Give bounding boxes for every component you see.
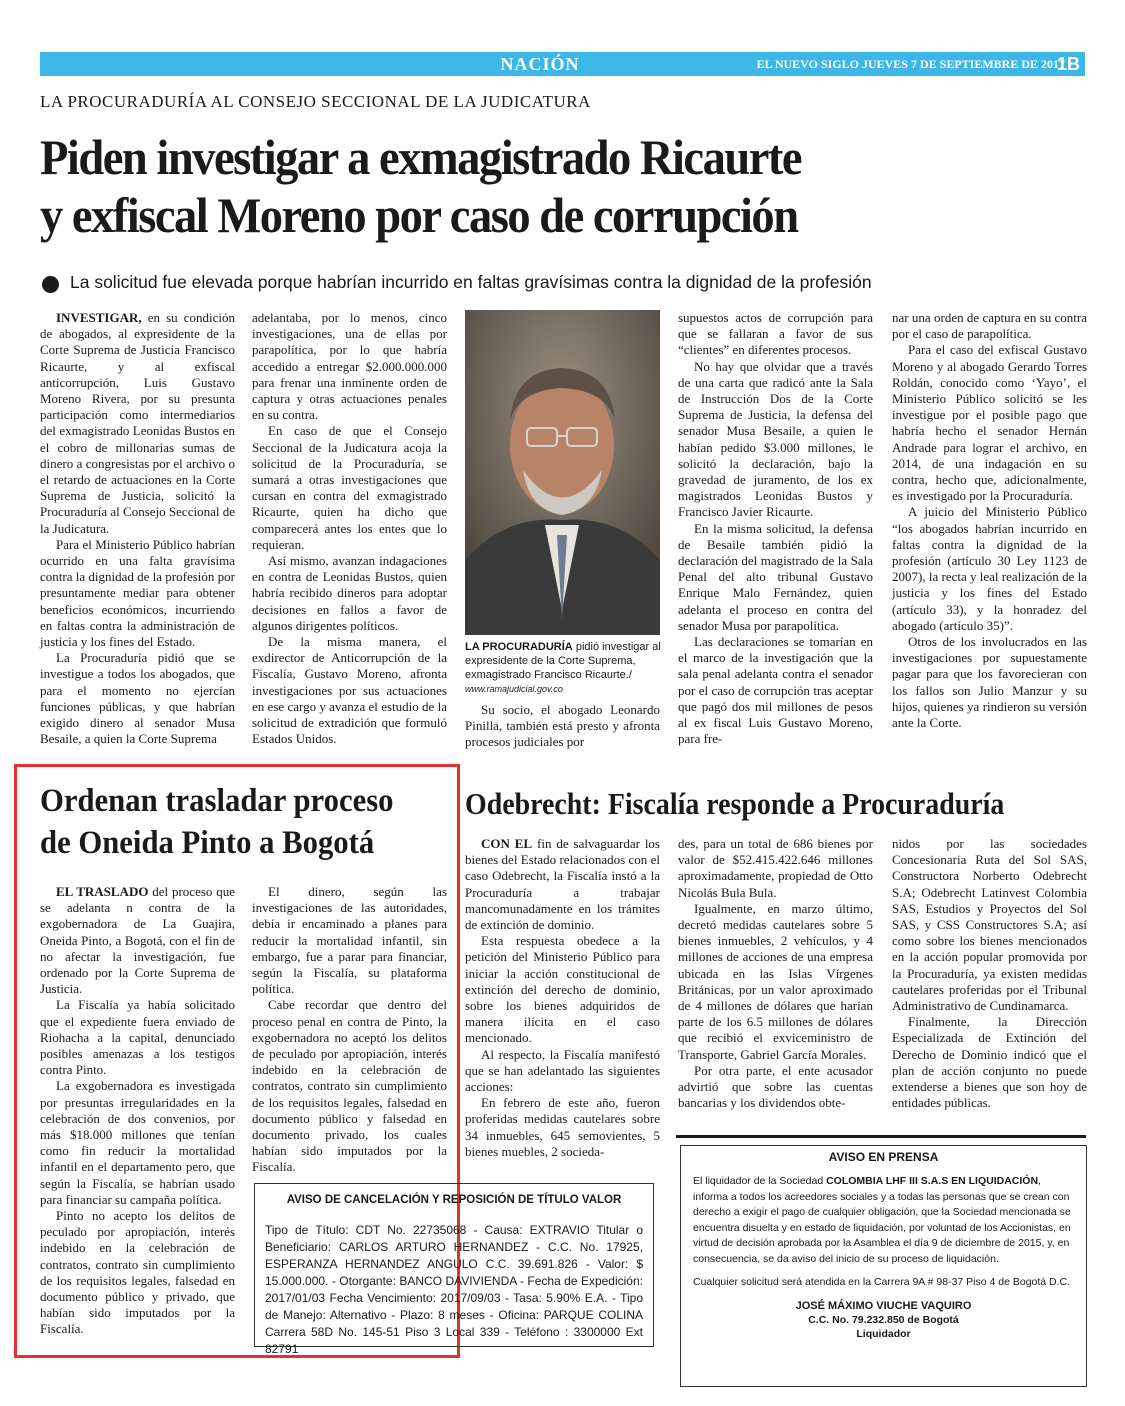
ricaurte-photo bbox=[465, 310, 660, 635]
page-number: 1B bbox=[1056, 54, 1080, 74]
headline-line-1: Piden investigar a exmagistrado Ricaurte bbox=[40, 129, 802, 185]
paragraph: Al respecto, la Fiscalía manifestó que se han adelantado las siguientes acciones: bbox=[465, 1046, 660, 1095]
paragraph: Igualmente, en marzo último, decretó medidas cautelares sobre 5 bienes inmuebles, 2 vehículos, y 4 millones de acciones de una empresa ubicada en las Islas Vírgenes Británicas, por un valor aproximado de 4 millones de dólares que harían parte de los 6.5 millones de dólares que recibió el exviceministro de Transporte, Gabriel García Morales. bbox=[678, 900, 873, 1062]
odebrecht-column-1 bbox=[465, 836, 660, 1160]
signer-id: C.C. No. 79.232.850 de Bogotá bbox=[808, 1314, 959, 1326]
paragraph: INVESTIGAR, en su condición de abogados, al expresidente de la Corte Suprema de Justicia Francisco Ricaurte, y al exfiscal anticorrupción, Luis Gustavo Moreno Rivera, por su presunta participación como intermediarios del exmagistrado Leonidas Bustos en el cobro de millonarias sumas de dinero a congresistas por el archivo o el retardo de actuaciones en la Corte Suprema de Justicia, solicitó la Procuraduría al Consejo Seccional de la Judicatura. bbox=[40, 310, 235, 536]
notice-contact: Cualquier solicitud será atendida en la Carrera 9A # 98-37 Piso 4 de Bogotá D.C. bbox=[693, 1276, 1071, 1288]
odebrecht-column-2 bbox=[678, 836, 873, 1111]
paragraph: Otros de los involucrados en las investigaciones por supuestamente pagar para que los favorecieran con los fallos son Julio Manzur y su hijos, quienes ya rindieron su versión ante la Corte. bbox=[892, 634, 1087, 731]
portrait-illustration bbox=[465, 310, 660, 635]
main-article-column-2 bbox=[252, 310, 447, 747]
notice-aviso-prensa bbox=[680, 1145, 1087, 1387]
paragraph: EL TRASLADO del proceso que se adelanta n contra de la exgobernadora de La Guajira, Oneida Pinto, a Bogotá, con el fin de no afectar la investigación, fue ordenado por la Corte Suprema de Justicia. bbox=[40, 884, 235, 997]
paragraph: CON EL fin de salvaguardar los bienes del Estado relacionados con el caso Odebrecht, la Fiscalía instó a la Procuraduría a trabajar mancomunadamente en los trámites de extinción de dominio. bbox=[465, 836, 660, 933]
main-article-column-4 bbox=[678, 310, 873, 747]
paragraph: No hay que olvidar que a través de una carta que radicó ante la Sala de Instrucción Dos de la Corte Suprema de Justicia, la defensa del senador Musa Besaile, a quien le habían pedido $3.000 millones, le solicitó la declaración, bajo la gravedad de juramento, de los ex magistrados Leonidas Bustos y Francisco Javier Ricaurte. bbox=[678, 358, 873, 520]
oneida-headline bbox=[40, 780, 431, 864]
paragraph: El dinero, según las investigaciones de las autoridades, debía ir encaminado a planes para reducir la mortalidad infantil, sin embargo, fue a parar para financiar, según la Fiscalía, su plataforma política. bbox=[252, 884, 447, 997]
article-subhead: La solicitud fue elevada porque habrían incurrido en faltas gravísimas contra la dignidad de la profesión bbox=[70, 272, 872, 292]
notice-body: El liquidador de la Sociedad COLOMBIA LHF III S.A.S EN LIQUIDACIÓN, informa a todos los acreedores sociales y a todas las personas que se crean con derecho a exigir el pago de cualquier obligación, que la Sociedad mencionada se encuentra disuelta y en estado de liquidación, por voluntad de los Accionistas, en virtud de decisión aprobada por la Asamblea el día 9 de diciembre de 2015, y, en consecuencia, se da aviso del inicio de su proceso de liquidación. bbox=[693, 1175, 1071, 1265]
paragraph: Así mismo, avanzan indagaciones en contra de Leonidas Bustos, quien habría recibido dineros para adoptar decisiones en fallos a favor de algunos dirigentes políticos. bbox=[252, 553, 447, 633]
notice-title: AVISO DE CANCELACIÓN Y REPOSICIÓN DE TÍTULO VALOR bbox=[286, 1194, 622, 1206]
paragraph: Esta respuesta obedece a la petición del Ministerio Público para iniciar la acción constitucional de extinción del derecho de dominio, sobre los bienes adquiridos de manera ilícita en el caso mencionado. bbox=[465, 933, 660, 1046]
caption-lead: LA PROCURADURÍA bbox=[465, 641, 573, 653]
paragraph: De la misma manera, el exdirector de Anticorrupción de la Fiscalía, Gustavo Moreno, afronta investigaciones por sus actuaciones en ese cargo y avanza el estudio de la solicitud de extradición que formuló Estados Unidos. bbox=[252, 634, 447, 747]
signer-name: JOSÉ MÁXIMO VIUCHE VAQUIRO bbox=[795, 1300, 972, 1312]
lead-in: INVESTIGAR, bbox=[56, 310, 142, 325]
oneida-column-1 bbox=[40, 884, 235, 1338]
main-article-column-3 bbox=[465, 702, 660, 751]
paragraph: supuestos actos de corrupción para que se fallaran a favor de sus “clientes” en diferentes procesos. bbox=[678, 310, 873, 358]
main-article-column-1 bbox=[40, 310, 235, 747]
paragraph: Pinto no acepto los delitos de peculado por apropiación, interés indebido en la celebración de contratos, contrato sin cumplimiento de los requisitos legales, falsedad en documento público y privado, que habían sido imputados por la Fiscalía. bbox=[40, 1208, 235, 1337]
headline-line-1: Ordenan trasladar proceso bbox=[40, 783, 394, 819]
signer-role: Liquidador bbox=[856, 1328, 911, 1340]
paragraph: des, para un total de 686 bienes por valor de $52.415.422.646 millones aproximadamente, propiedad de Otto Nicolás Bula Bula. bbox=[678, 836, 873, 900]
bullet-icon bbox=[42, 276, 59, 293]
issue-date: EL NUEVO SIGLO JUEVES 7 DE SEPTIEMBRE DE 2017 bbox=[756, 57, 1065, 71]
photo-caption: LA PROCURADURÍA pidió investigar al expresidente de la Corte Suprema, exmagistrado Francisco Ricaurte./ www.ramajudicial.gov.co bbox=[465, 641, 661, 694]
company-name: COLOMBIA LHF III S.A.S EN LIQUIDACIÓN bbox=[826, 1175, 1039, 1187]
paragraph: Su socio, el abogado Leonardo Pinilla, también está presto y afronta procesos judiciales por bbox=[465, 702, 660, 750]
notice-titulo-valor bbox=[254, 1183, 654, 1356]
notice-body: Tipo de Título: CDT No. 22735068 - Causa: EXTRAVIO Titular o Beneficiario: CARLOS ARTURO HERNANDEZ - C.C. No. 17925, ESPERANZA HERNANDEZ ANGULO C.C. 39.691.826 - Valor: $ 15.000.000. - Otorgante: BANCO DAVIVIENDA - Fecha de Expedición: 2017/01/03 Fecha Vencimiento: 2017/09/03 - Tasa: 5.90% E.A. - Tipo de Manejo: Alternativo - Plazo: 8 meses - Oficina: PARQUE COLINA Carrera 58D No. 145-51 Piso 3 Local 339 - Teléfono : 3300000 Ext 82791 bbox=[265, 1223, 643, 1356]
article-kicker: LA PROCURADURÍA AL CONSEJO SECCIONAL DE LA JUDICATURA bbox=[40, 92, 591, 111]
paragraph: En caso de que el Consejo Seccional de la Judicatura acoja la solicitud de la Procuraduría, se sumará a otras investigaciones que cursan en contra del exmagistrado Ricaurte, quien ha dicho que comparecerá antes los entes que lo requieran. bbox=[252, 423, 447, 552]
notice-title: AVISO EN PRENSA bbox=[828, 1150, 939, 1164]
paragraph: Para el caso del exfiscal Gustavo Moreno y al abogado Gerardo Torres Roldán, conocido como ‘Yayo’, el Ministerio Público solicitó se les investigue por el posible pago que habría hecho el senador Hernán Andrade para lograr el archivo, en 2014, de una indagación en su contra, hecho que, adicionalmente, es investigado por la Procuraduría. bbox=[892, 342, 1087, 504]
paragraph: Las declaraciones se tomarían en el marco de la investigación que la sala penal adelanta contra el senador por el caso de corrupción tras aceptar que pagó dos mil millones de pesos al ex fiscal Luis Gustavo Moreno, para fre- bbox=[678, 634, 873, 747]
paragraph: En la misma solicitud, la defensa de Besaile también pidió la declaración del magistrado de la Sala Penal del alto tribunal Gustavo Enrique Malo Fernández, quien adelanta el proceso en contra del senador Musa por parapolítica. bbox=[678, 520, 873, 633]
odebrecht-column-3 bbox=[892, 836, 1087, 1111]
paragraph: adelantaba, por lo menos, cinco investigaciones, una de ellas por parapolítica, por lo que habría accedido a entregar $2.000.000.000 para frenar una inminente orden de captura y otras actuaciones penales en su contra. bbox=[252, 310, 447, 423]
paragraph: A juicio del Ministerio Público “los abogados habrían incurrido en faltas contra la dignidad de la profesión (artículo 30 Ley 1123 de 2007), la recta y leal realización de la justicia y los fines del Estado (artículo 33), y la honradez del abogado (artículo 35)”. bbox=[892, 504, 1087, 633]
paragraph: Finalmente, la Dirección Especializada de Extinción del Derecho de Dominio indicó que el plan de acción conjunto no puede extenderse a bienes que son hoy de entidades públicas. bbox=[892, 1014, 1087, 1111]
paragraph: La Procuraduría pidió que se investigue a todos los abogados, que para el momento no ejercían funciones públicas, y que habrían exigido dinero al senador Musa Besaile, a quien la Corte Suprema bbox=[40, 650, 235, 747]
main-article-column-5 bbox=[892, 310, 1087, 731]
headline-line-2: de Oneida Pinto a Bogotá bbox=[40, 825, 375, 861]
odebrecht-headline: Odebrecht: Fiscalía responde a Procuraduría bbox=[465, 786, 1005, 821]
paragraph: Para el Ministerio Público habrían ocurrido en una falta gravísima contra la dignidad de la profesión por presuntamente mediar para obtener beneficios económicos, incurriendo en faltas contra la administración de justicia y los fines del Estado. bbox=[40, 536, 235, 650]
photo-credit: www.ramajudicial.gov.co bbox=[465, 684, 563, 694]
oneida-column-2 bbox=[252, 884, 447, 1176]
main-headline bbox=[40, 128, 1026, 244]
paragraph: La Fiscalía ya había solicitado que el expediente fuera enviado de Riohacha a la capital, denunciado posibles amenazas a los testigos contra Pinto. bbox=[40, 997, 235, 1078]
lead-in: EL TRASLADO bbox=[56, 884, 149, 899]
paragraph: Cabe recordar que dentro del proceso penal en contra de Pinto, la exgobernadora no aceptó los delitos de peculado por apropiación, interés indebido en la celebración de contratos, contrato sin cumplimiento de los requisitos legales, falsedad en documento público y falsedad en documento privado, los cuales habían sido imputados por la Fiscalía. bbox=[252, 997, 447, 1175]
headline-line-2: y exfiscal Moreno por caso de corrupción bbox=[40, 187, 798, 243]
divider bbox=[676, 1135, 1086, 1138]
paragraph: La exgobernadora es investigada por presuntas irregularidades en la celebración de dos convenios, por más $18.000 millones que tenían como fin reducir la mortalidad infantil en el departamento pero, que según la Fiscalía, se habrían usado para financiar su campaña política. bbox=[40, 1078, 235, 1207]
paragraph: En febrero de este año, fueron proferidas medidas cautelares sobre 34 inmuebles, 645 semovientes, 5 bienes muebles, 2 socieda- bbox=[465, 1095, 660, 1159]
lead-in: CON EL bbox=[481, 836, 533, 851]
paragraph: nidos por las sociedades Concesionaria Ruta del Sol SAS, Constructora Norberto Odebrecht S.A; Odebrecht Latinvest Colombia SAS, Estudios y Proyectos del Sol SAS, y CSS Constructores S.A; así como sobre los bienes mencionados en la acción popular promovida por la Procuraduría, ya existen medidas cautelares proferidas por el Tribunal Administrativo de Cundinamarca. bbox=[892, 836, 1087, 1014]
paragraph: Por otra parte, el ente acusador advirtió que sobre las cuentas bancarias y los dividendos obte- bbox=[678, 1062, 873, 1111]
section-name: NACIÓN bbox=[500, 54, 580, 74]
paragraph: nar una orden de captura en su contra por el caso de parapolítica. bbox=[892, 310, 1087, 342]
